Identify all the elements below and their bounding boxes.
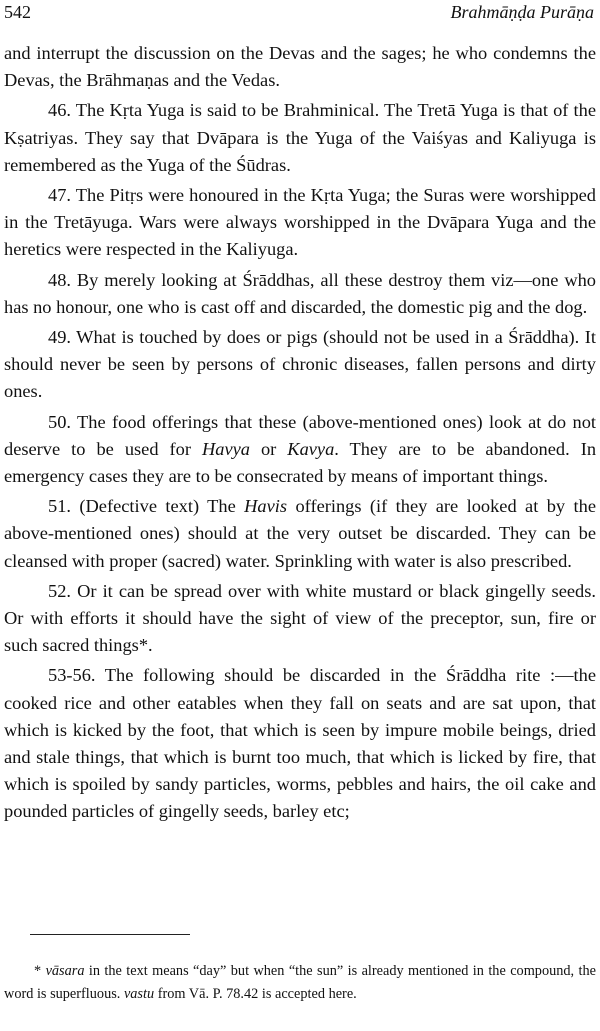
verse-49: 49. What is touched by does or pigs (should not be used in a Śrāddha). It should never be seen by persons of chronic diseases, fallen persons and dirty ones.	[4, 327, 596, 402]
footnote-text-2: from Vā. P. 78.42 is accepted here.	[154, 986, 357, 1003]
verse-46: 46. The Kṛta Yuga is said to be Brahminical. The Tretā Yuga is that of the Kṣatriyas. They say that Dvāpara is the Yuga of the Vaiśyas and Kaliyuga is remembered as the Yuga of the Śūdras.	[4, 100, 596, 175]
term-havis: Havis	[244, 496, 288, 517]
verse-50	[4, 409, 596, 491]
paragraph-continuation: and interrupt the discussion on the Devas and the sages; he who condemns the Devas, the Brāhmaṇas and the Vedas.	[4, 43, 596, 91]
page-number: 542	[4, 2, 31, 22]
footnote-term-vasara: vāsara	[45, 963, 85, 980]
page-header	[4, 2, 594, 32]
footnote	[4, 960, 596, 1006]
footnote-text-1: in the text means “day” but when “the sun” is already mentioned in the compound, the word is superfluous.	[4, 963, 596, 1003]
footnote-divider	[30, 934, 190, 935]
verse-50-text-c: or	[249, 438, 288, 459]
verse-53-56: 53-56. The following should be discarded in the Śrāddha rite :—the cooked rice and other eatables when they fall on seats and are sat upon, that which is kicked by the foot, that which is seen by impure mobile beings, dried and stale things, that which is burnt too much, that which is licked by fire, that which is spoiled by sandy particles, worms, pebbles and hairs, the oil cake and pounded particles of gingelly seeds, barley etc;	[4, 665, 596, 822]
verse-51-text-c: offerings (if they are looked at by the above-mentioned ones) should at the very outset be discarded. They can be cleansed with proper (sacred) water. Sprinkling with water is also prescribed.	[4, 496, 596, 571]
running-title: Brahmāṇḍa Purāṇa	[450, 2, 594, 22]
verse-51	[4, 493, 596, 575]
body-text	[4, 40, 596, 829]
verse-50-text-e: . They are to be abandoned. In emergency cases they are to be consecrated by means of important things.	[4, 438, 597, 487]
verse-50-text-a: 50. The food offerings that these (above-mentioned ones) look at do not deserve to be used for	[4, 411, 596, 459]
footnote-mark: *	[34, 963, 46, 980]
verse-48: 48. By merely looking at Śrāddhas, all these destroy them viz—one who has no honour, one who is cast off and discarded, the domestic pig and the dog.	[4, 269, 596, 317]
verse-51-text-a: 51. (Defective text) The	[48, 496, 245, 517]
verse-52: 52. Or it can be spread over with white mustard or black gingelly seeds. Or with efforts it should have the sight of view of the preceptor, sun, fire or such sacred things*.	[4, 580, 596, 656]
footnote-term-vastu: vastu	[123, 986, 155, 1003]
term-havya: Havya	[201, 438, 250, 459]
term-kavya: Kavya	[287, 438, 335, 459]
verse-47: 47. The Pitṛs were honoured in the Kṛta Yuga; the Suras were worshipped in the Tretāyuga. Wars were always worshipped in the Dvāpara Yuga and the heretics were respected in the Kaliyuga.	[4, 185, 596, 260]
